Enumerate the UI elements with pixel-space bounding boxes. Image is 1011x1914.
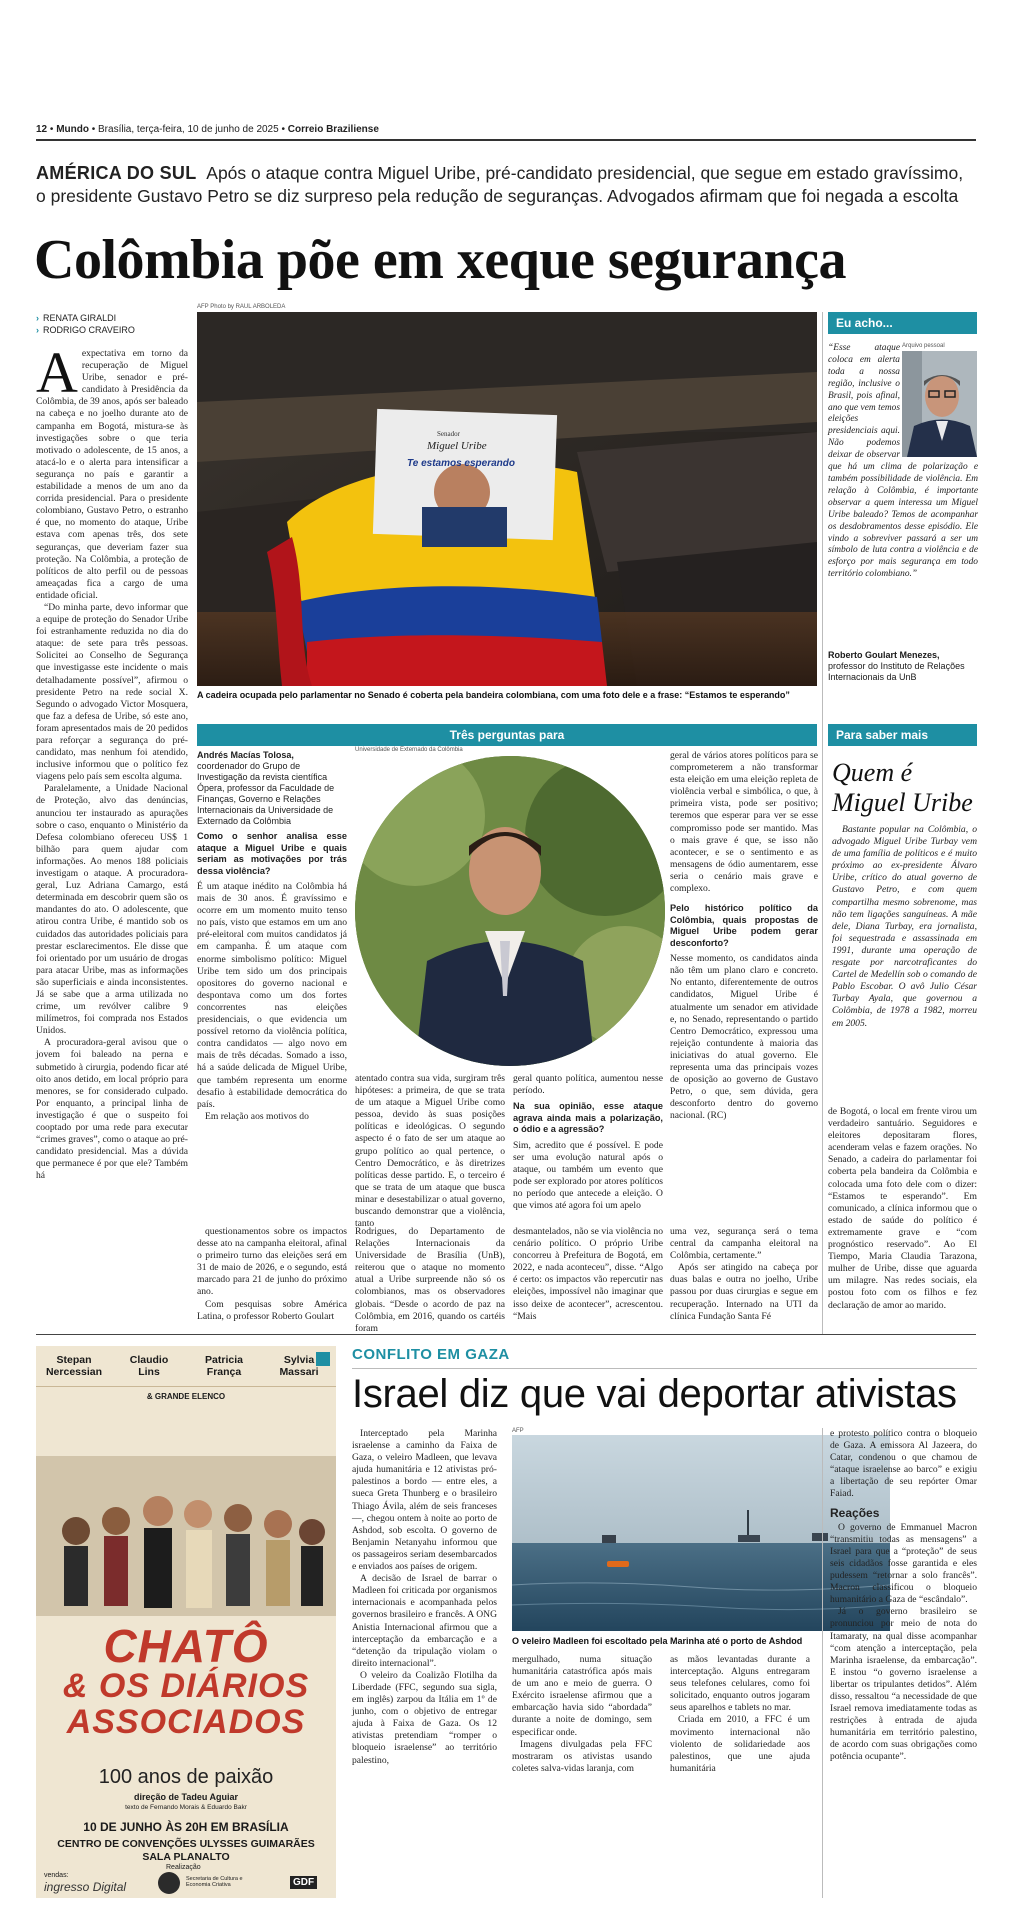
- issue-date: Brasília, terça-feira, 10 de junho de 2025: [98, 124, 279, 135]
- gaza-para-1: Interceptado pela Marinha israelense a caminho da Faixa de Gaza, o veleiro Madleen, que levava ajuda humanitária e 12 ativistas pró-palestinos a bordo — entre eles, a sueca Greta Thunberg e o brasileiro Thiago Ávila, além de seis franceses —, chegou ontem à noite ao porto de Ashdod, sob escolta. O governo de Benjamin Netanyahu informou que os passageiros seriam desembarcados e enviados aos países de origem.: [352, 1428, 497, 1573]
- qa-question-1: Como o senhor analisa esse ataque a Miguel Uribe e quais seriam as motivações por trás dessa violência?: [197, 831, 347, 876]
- article-para-5: questionamentos sobre os impactos desse ato na campanha eleitoral, afinal o primeiro turno das eleições será em 31 de maio de 2026, e o segundo, está marcado para 21 de junho do próximo ano.: [197, 1226, 347, 1298]
- gaza-col4: [830, 1428, 977, 1764]
- qa-interviewee-role: coordenador do Grupo de Investigação da revista científica Ópera, professor da Faculdade de Finanças, Governo e Relações Internacionais da Universidade de Externado da Colômbia: [197, 761, 335, 826]
- interviewee-photo: [355, 756, 665, 1066]
- gdf-logo: GDF: [290, 1876, 317, 1889]
- gaza-column-rule: [822, 1428, 823, 1898]
- author-1: RENATA GIRALDI: [43, 313, 117, 323]
- article-para-8: Após ser atingido na cabeça por duas balas e outra no joelho, Uribe passou por duas cirurgias e segue em recuperação. Internado na UTI da clínica Fundação Santa Fé: [670, 1262, 818, 1322]
- ad-authors: texto de Fernando Morais & Eduardo Bakr: [125, 1804, 247, 1811]
- top-rule: [36, 139, 976, 141]
- ad-secretaria: Secretaria de Cultura e Economia Criativa: [186, 1876, 243, 1888]
- opinion-author-role: professor do Instituto de Relações Internacionais da UnB: [828, 661, 965, 682]
- gaza-headline: Israel diz que vai deportar ativistas: [352, 1372, 957, 1416]
- cast-member-2: Claudio Lins: [129, 1354, 169, 1378]
- ad-ensemble: & GRANDE ELENCO: [146, 1392, 226, 1401]
- ad-sales-label: vendas:: [44, 1872, 69, 1879]
- profile-title-line2: Miguel Uribe: [832, 788, 973, 817]
- main-headline: Colômbia põe em xeque segurança: [34, 229, 847, 291]
- qa-col3: [513, 1073, 663, 1212]
- qa-answer-1: É um ataque inédito na Colômbia há mais de 30 anos. É gravíssimo e ocorre em um momento muito tenso no país, visto que estamos em um ano pré-eleitoral com muitos candidatos já em campanha. É um ataque com enorme simbolismo político: Miguel Uribe tem sido um dos principais opositores do governo nacional e despontava como um dos fortes concorrentes nas eleições presidenciais, o que evidencia um possível retorno da violência política, contra candidatos — algo novo em mais de três décadas. Somado a isso, há a saúde delicada de Miguel Uribe, que também representa um enorme desafio à estabilidade democrática do país.: [197, 881, 347, 1110]
- gaza-para-7: Criada em 2010, a FFC é um movimento internacional não violento de solidariedade aos palestinos, que une ajuda humanitária: [670, 1714, 810, 1774]
- section-kicker: AMÉRICA DO SUL: [36, 163, 197, 183]
- sign-text: Te estamos esperando: [407, 458, 516, 469]
- cast-member-1: Stepan Nercessian: [45, 1354, 103, 1378]
- opinion-quote-text: “Esse ataque coloca em alerta toda a nossa região, inclusive o Brasil, pois afinal, ano que vem temos eleições presidenciais aqui. Não podemos deixar de observar que há um clima de polarização e também possibilidade de violência. Em relação à Colômbia, é importante observar a quem interessa um Miguel Uribe baleado? Temos de acompanhar os desdobramentos desse episódio. Ele vindo a sobreviver passará a ser um símbolo de luta contra a violência e de esforço por mais segurança em todo território colombiano.”: [828, 343, 978, 580]
- qa-answer-2: Sim, acredito que é possível. E pode ser uma evolução natural após o ataque, ou também um evento que pode ser explorado por atores políticos no período que antecede a eleição. O que vimos até agora foi um apelo: [513, 1139, 663, 1212]
- ad-director: direção de Tadeu Aguiar: [133, 1792, 239, 1802]
- deck-block: [36, 162, 976, 208]
- cast-member-3: Patricia França: [205, 1354, 243, 1378]
- profile-box-header: Para saber mais: [828, 724, 977, 746]
- article-para-2: “Do minha parte, devo informar que a equipe de proteção do Senador Uribe foi estranhamente reduzida no dia do ataque: de sete para três pessoas. Solicitei ao Conselho de Segurança que investigasse este incidente o mais detalhadamente possível”, afirmou o presidente Petro na rede social X. Segundo o advogado Victor Mosquera, que faz a defesa de Uribe, só este ano, foram apresentados mais de 20 pedidos para reforçar a segurança do pré-candidato, mas nenhum foi atendido, inclusive informou que o político fez viagens pelo país sem escolta alguma.: [36, 601, 188, 783]
- qa-answer-2b: geral de vários atores políticos para se comprometerem a não transformar esta eleição em uma eleição repleta de violência verbal e simbólica, o que, à primeira vista, pode ser positivo; teremos que esperar para ver se esse compromisso pode ser mantido. Mas o mais grave é que, se isso não acontecer, e se o sentimento e as mensagens de ódio aumentarem, esse seria o cenário mais grave e complexo.: [670, 750, 818, 895]
- gaza-photo-credit: AFP: [512, 1428, 524, 1434]
- article-para-7: uma vez, segurança será o tema central da campanha eleitoral na Colômbia, certamente.”: [670, 1226, 818, 1262]
- qa-question-2: Na sua opinião, esse ataque agrava ainda mais a polarização, o ódio e a agressão?: [513, 1101, 663, 1135]
- gaza-col3: [670, 1654, 810, 1775]
- opinion-author-name: Roberto Goulart Menezes,: [828, 650, 940, 660]
- qa-col1: [197, 750, 347, 1123]
- section-divider: [36, 1334, 976, 1335]
- main-article-col6: de Bogotá, o local em frente virou um verdadeiro santuário. Seguidores e eleitores depositaram flores, acenderam velas e fazem orações. No Senado, a cadeira do parlamentar foi coberta pela bandeira da Colômbia e colocada uma foto dele com o dizer: “Estamos te esperando”. Em comunicado, a clínica informou que o estado de saúde do político é extremamente grave e “com prognóstico reservado”. Ao El Tiempo, Maria Claudia Tarazona, mulher de Uribe, disse que aguarda um milagre. Nas redes sociais, ela postou foto com os filhos e fez declaração de amor ao marido.: [828, 1106, 977, 1311]
- sponsor-seal-icon: [158, 1872, 180, 1894]
- gaza-para-9: O governo de Emmanuel Macron “transmitiu todas as mensagens” a Israel para que a “proteção” de seus seis cidadãos fosse garantida e eles pudessem “retornar a solo francês”. Macron classificou o bloqueio humanitário a Gaza de “escândalo”.: [830, 1521, 977, 1606]
- ad-cast: [44, 1354, 329, 1378]
- profile-title: [832, 758, 973, 818]
- ad-subtitle: 100 anos de paixão: [98, 1766, 274, 1788]
- page-folio: 12 • Mundo • Brasília, terça-feira, 10 de junho de 2025 • Correio Braziliense: [36, 124, 379, 135]
- qa-box-header: Três perguntas para: [197, 724, 817, 746]
- qa-col2: [355, 1073, 505, 1230]
- byline: › RENATA GIRALDI › RODRIGO CRAVEIRO: [36, 313, 135, 335]
- sign-name: Miguel Uribe: [427, 440, 487, 452]
- main-article-col4: desmantelados, não se via violência no cenário político. O próprio Uribe concorreu à Prefeitura de Bogotá, em 2022, e nada aconteceu”, disse. “Algo é certo: os impactos vão repercutir nas eleições, impossível não imaginar que isso deixe de acontecer”, acrescentou. “Mais: [513, 1226, 663, 1322]
- gaza-kicker: CONFLITO EM GAZA: [352, 1346, 510, 1363]
- gaza-para-2: A decisão de Israel de barrar o Madleen foi criticada por organismos internacionais e acompanhada pelos governos brasileiro e francês. A ONG Anistia Internacional afirmou que a interceptação da embarcação e a “detenção da tripulação violam o direito internacional”.: [352, 1573, 497, 1669]
- qa-answer-1d: geral quanto política, aumentou nesse período.: [513, 1073, 663, 1097]
- qa-col4: [670, 750, 818, 1122]
- opinion-photo-credit: Arquivo pessoal: [902, 343, 945, 349]
- section-name: Mundo: [56, 124, 89, 135]
- gaza-col2: [512, 1654, 652, 1775]
- photo-credit: AFP Photo by RAUL ARBOLEDA: [197, 304, 286, 310]
- article-para-3: Paralelamente, a Unidade Nacional de Proteção, alvo das denúncias, anunciou ter instaurado as apurações sobre o caso, enquanto o Ministério da Defesa colombiano ofereceu US$ 1 bilhão para quem ajudar com informações. Ao menos 188 policiais investigam o ataque. A procuradora-geral, Luz Adriana Camargo, está determinada em descobrir quem são os mandantes do ato. O adolescente, que atirou contra Uribe, é mantido sob os cuidados das autoridades policiais para prestar esclarecimentos. Ele disse que foi orientado por um usuário de drogas para atacar Uribe, mas as informações são superficiais e ainda inconsistentes. Já se sabe que a arma utilizada no crime, um revólver calibre 9 milímetros, foi comprada nos Estados Unidos.: [36, 783, 188, 1037]
- gaza-subhead: Reações: [830, 1505, 880, 1520]
- main-article-col3: Rodrigues, do Departamento de Relações Internacionais da Universidade de Brasília (UnB), reiterou que o ataque no momento atual a Uribe surpreende não só os colombianos, mas os observadores globais. “Desde o acordo de paz na Colômbia, em 2016, quando os cartéis foram: [355, 1226, 505, 1334]
- page-number: 12: [36, 124, 48, 135]
- opinion-attribution: [828, 650, 978, 683]
- opinion-quote: [828, 343, 978, 581]
- main-photo-caption: A cadeira ocupada pelo parlamentar no Senado é coberta pela bandeira colombiana, com uma foto dele e a frase: “Estamos te esperando”: [197, 690, 790, 700]
- author-2: RODRIGO CRAVEIRO: [43, 325, 135, 335]
- profile-title-line1: Quem é: [832, 758, 913, 787]
- ad-show-title: [36, 1620, 336, 1741]
- qa-answer-3: Nesse momento, os candidatos ainda não têm um plano claro e concreto. No entanto, diferentemente de outros candidatos, Miguel Uribe é atualmente um senador em atividade e, no Senado, representando o partido Centro Democrático, expressou uma rejeição contundente à maioria das iniciativas do atual governo. Ele representa uma das principais vozes de oposição ao governo de Gustavo Petro, o que, sem dúvida, gera desconforto dentro do governo nacional. (RC): [670, 953, 818, 1122]
- dropcap: A: [36, 340, 78, 405]
- gaza-photo-caption: O veleiro Madleen foi escoltado pela Marinha até o porto de Ashdod: [512, 1636, 803, 1646]
- main-article-col5: [670, 1226, 818, 1323]
- gaza-para-10: Já o governo brasileiro se pronunciou por meio de nota do Itamaraty, na qual disse acompanhar “com atenção a interceptação, pela Marinha israelense, da embarcação”. E instou “o governo israelense a libertar os tripulantes detidos”. Além disso, ressaltou “a necessidade de que Israel remova imediatamente todas as restrições à entrada de ajuda humanitária em território palestino, de acordo com suas obrigações como potência ocupante”.: [830, 1606, 977, 1763]
- qa-answer-1b: Em relação aos motivos do: [205, 1110, 309, 1122]
- ad-title-line2: & OS DIÁRIOS: [62, 1667, 310, 1705]
- gaza-kicker-rule: [352, 1368, 977, 1369]
- article-para-1: expectativa em torno da recuperação de Miguel Uribe, senador e pré-candidato à Presidência da Colômbia, de 39 anos, após ser baleado na cabeça e no joelho durante ato de campanha em Bogotá, mistura-se às investigações sobre o que teria motivado o adolescente, de 15 anos, a atacá-lo e o alerta para intensificar a segurança no país e garantir a estabilidade a menos de um ano da corrida presidencial. Para o presidente colombiano, Gustavo Petro, o estranho é que, no momento do ataque, Uribe estava com apenas três, dos sete seguranças, que deveriam fazer sua proteção. Na Colômbia, a proteção de políticos de alto perfil ou de pessoas ameaçadas fica a cargo de uma entidade oficial.: [36, 348, 188, 601]
- ad-realization-label: Realização: [166, 1864, 201, 1871]
- profile-text: Bastante popular na Colômbia, o advogado Miguel Uribe Turbay vem de uma família de políticos e é muito próximo ao ex-presidente Álvaro Uribe, crítico do atual governo de Gustavo Petro, e com quem compartilha mesmo sobrenome, mas não tem ligações sanguíneas. A mãe dele, Diana Turbay, era jornalista, foi sequestrada e assassinada em 1991, durante uma operação de resgate por narcotraficantes do Cartel de Medellín sob o comando de Pablo Escobar. O avô Julio César Turbay Ayala, que governou a Colômbia, de 1978 a 1982, morreu em 2005.: [832, 824, 977, 1029]
- senate-photo-illustration: [197, 312, 817, 686]
- senate-chair-photo: [197, 312, 817, 686]
- qa-photo-credit: Universidade de Externado da Colômbia: [355, 747, 463, 753]
- opinion-box-header: Eu acho...: [828, 312, 977, 334]
- column-rule-right: [822, 312, 823, 1334]
- gaza-para-3: O veleiro da Coalizão Flotilha da Liberdade (FFC, segundo sua sigla, em inglês) zarpou da Itália em 1º de junho, com o objetivo de entregar ajuda à Faixa de Gaza. Os 12 ativistas pretendiam “romper o bloqueio israelense” ao território palestino,: [352, 1669, 497, 1766]
- gaza-para-6: as mãos levantadas durante a interceptação. Alguns entregaram seus telefones celulares, como foi solicitado, enquanto outros jogaram seus aparelhos e tablets no mar.: [670, 1654, 810, 1714]
- interviewee-portrait: [355, 756, 665, 1066]
- ad-date: 10 DE JUNHO ÀS 20H EM BRASÍLIA: [83, 1820, 289, 1834]
- article-para-4: A procuradora-geral avisou que o jovem foi baleado na perna e submetido à cirurgia, podendo ficar até oito anos detido, em local próprio para menores, se for considerado culpado. Por enquanto, a principal linha de investigação é que o suspeito foi cooptado por uma rede para executar “crimes graves”, como o ataque ao pré-candidato presidencial. Mas a dúvida que permanece é por que ele? Também há: [36, 1037, 188, 1182]
- deck-text: Após o ataque contra Miguel Uribe, pré-candidato presidencial, que segue em estado gravíssimo, o presidente Gustavo Petro se diz surpreso pela redução de seguranças. Advogados afirmam que foi negada a escolta: [36, 163, 964, 206]
- newspaper-name: Correio Braziliense: [287, 124, 379, 135]
- ad-room: SALA PLANALTO: [142, 1851, 230, 1863]
- ad-sales-brand: ingresso Digital: [44, 1880, 127, 1894]
- ad-title-line1: CHATÔ: [103, 1620, 269, 1672]
- article-para-6: Com pesquisas sobre América Latina, o professor Roberto Goulart: [197, 1298, 347, 1322]
- main-article-col2: [197, 1226, 347, 1323]
- ad-venue: CENTRO DE CONVENÇÕES ULYSSES GUIMARÃES: [57, 1838, 315, 1850]
- cast-member-4: Sylvia Massari: [279, 1354, 319, 1378]
- theater-ad: [36, 1346, 336, 1898]
- ad-title-line3: ASSOCIADOS: [66, 1703, 306, 1741]
- gaza-col1: [352, 1428, 497, 1767]
- gaza-para-8: e protesto político contra o bloqueio de Gaza. A emissora Al Jazeera, do Catar, condenou o que chamou de “ataque israelense ao barco” e exigiu a libertação de seu repórter Omar Faiad.: [830, 1428, 977, 1500]
- gaza-para-4: mergulhado, numa situação humanitária catastrófica após mais de um ano e meio de guerra. O Exército israelense afirmou que a embarcação havia sido “abordada” durante a noite de domingo, sem especificar onde.: [512, 1654, 652, 1738]
- gaza-para-5: Imagens divulgadas pela FFC mostraram os ativistas usando coletes salva-vidas laranja, com: [512, 1738, 652, 1774]
- sign-small: Senador: [437, 430, 460, 438]
- main-article-col1: [36, 340, 188, 1182]
- qa-answer-1c: atentado contra sua vida, surgiram três hipóteses: a primeira, de que se trata de um ataque a Miguel Uribe como pessoa, devido às suas posições políticas e ideológicas. O segundo aspecto é o fato de ser um ataque ao grupo político ao qual pertence, o Centro Democrático, e às diretrizes políticas desse partido. E, o terceiro é que se trata de um ataque que busca minar e desestabilizar o atual governo, buscando demonstrar que a violência, tanto: [355, 1073, 505, 1230]
- qa-interviewee-name: Andrés Macías Tolosa,: [197, 750, 294, 760]
- qa-question-3: Pelo histórico político da Colômbia, quais propostas de Miguel Uribe podem gerar desconforto?: [670, 903, 818, 948]
